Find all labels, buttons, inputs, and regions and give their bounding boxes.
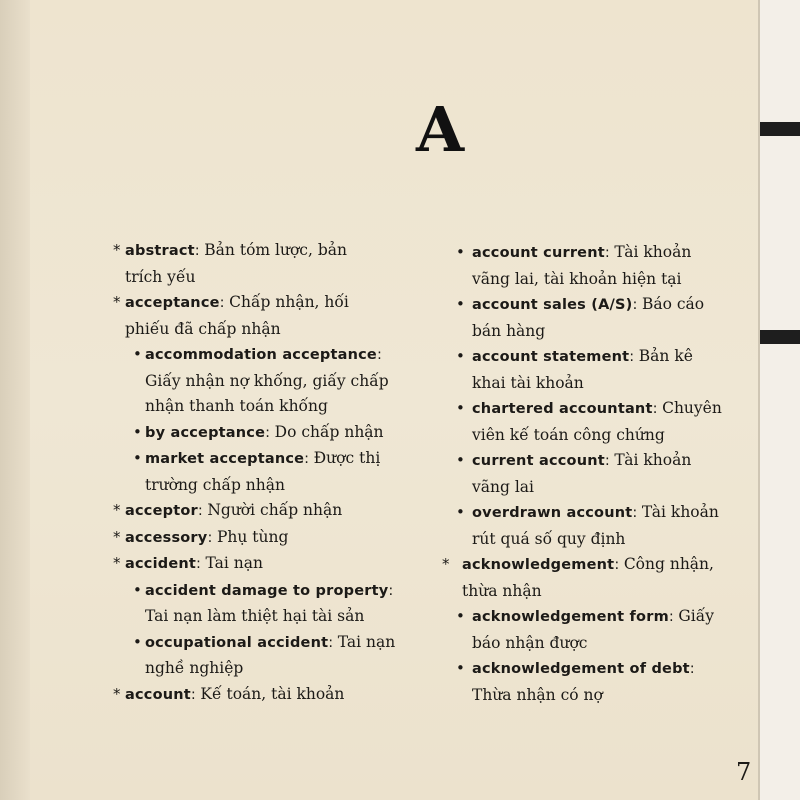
entry-definition: nghề nghiệp — [145, 659, 244, 677]
entry-definition: thừa nhận — [462, 581, 542, 600]
entry-term: by acceptance — [145, 424, 266, 441]
entry-term: acknowledgement of debt — [472, 661, 690, 677]
asterisk-marker: * — [113, 684, 121, 703]
entry-term: account — [125, 686, 191, 703]
entry-definition: Do chấp nhận — [274, 422, 384, 441]
asterisk-marker: * — [113, 501, 121, 519]
entry-definition: Báo cáo — [641, 295, 705, 313]
dictionary-entry: * accident: Tai nạn — [95, 551, 425, 578]
entry-term: overdrawn account — [472, 505, 633, 521]
entry-definition: Giấy — [678, 607, 714, 625]
entry-definition: vãng lai, tài khoản hiện tại — [472, 269, 682, 288]
entry-definition: Kế toán, tài khoản — [200, 684, 345, 703]
dictionary-entry: * accessory: Phụ tùng — [95, 525, 425, 552]
entry-definition: trích yếu — [125, 267, 196, 286]
dictionary-entry: * acknowledgement: Công nhận, thừa nhận — [450, 552, 750, 604]
right-column — [442, 240, 750, 708]
entry-definition: Tài khoản — [614, 243, 692, 261]
dictionary-entry: • acknowledgement of debt: Thừa nhận có nợ — [450, 656, 750, 708]
background-stripe — [760, 330, 800, 344]
dictionary-entry: * account: Kế toán, tài khoản — [95, 682, 425, 709]
entry-term: accommodation acceptance — [145, 347, 377, 363]
entry-definition: bán hàng — [472, 321, 546, 340]
bullet-marker: • — [456, 295, 465, 313]
bullet-marker: • — [456, 451, 465, 469]
page-number: 7 — [736, 758, 752, 786]
page-edge-right — [758, 0, 800, 800]
bullet-marker: • — [456, 347, 465, 365]
entry-definition: Phụ tùng — [216, 527, 289, 546]
section-letter: A — [415, 93, 465, 166]
bullet-marker: • — [133, 345, 142, 363]
entry-term: acceptance — [125, 295, 220, 311]
entry-definition: báo nhận được — [472, 633, 588, 652]
entry-definition: khai tài khoản — [472, 373, 584, 392]
entry-definition: Tai nạn làm thiệt hại tài sản — [145, 607, 365, 625]
dictionary-entry: • overdrawn account: Tài khoản rút quá số quy định — [450, 500, 750, 552]
asterisk-marker: * — [113, 527, 121, 546]
bullet-marker: • — [133, 422, 142, 441]
entry-term: accessory — [125, 529, 208, 546]
left-column — [95, 238, 425, 708]
bullet-marker: • — [456, 503, 465, 521]
dictionary-entry: • acknowledgement form: Giấy báo nhận được — [450, 604, 750, 656]
entry-definition: Tai nạn — [337, 632, 396, 651]
entry-term: abstract — [125, 243, 195, 259]
entry-definition: nhận thanh toán khống — [145, 397, 328, 415]
dictionary-entry: • account statement: Bản kê khai tài khoản — [450, 344, 750, 396]
entry-definition: Tài khoản — [614, 451, 692, 469]
entry-term: account statement — [472, 349, 630, 365]
entry-definition: Chấp nhận, hối — [229, 293, 349, 311]
bullet-marker: • — [456, 243, 465, 261]
background-stripe — [760, 122, 800, 136]
bullet-marker: • — [133, 632, 142, 651]
entry-term: accident — [125, 556, 197, 572]
dictionary-entry: • accident damage to property: Tai nạn làm thiệt hại tài sản — [95, 578, 425, 630]
entry-definition: phiếu đã chấp nhận — [125, 319, 281, 338]
bullet-marker: • — [456, 399, 465, 417]
entry-definition: Công nhận, — [623, 555, 714, 573]
entry-definition: trường chấp nhận — [145, 475, 285, 494]
entry-term: acknowledgement — [462, 557, 615, 573]
entry-definition: Thừa nhận có nợ — [472, 685, 603, 704]
bullet-marker: • — [456, 607, 465, 625]
dictionary-entry: • accommodation acceptance: Giấy nhận nợ khống, giấy chấp nhận thanh toán khống — [95, 342, 425, 420]
entry-definition: Người chấp nhận — [207, 501, 343, 519]
entry-term: chartered accountant — [472, 401, 653, 417]
entry-definition: Tai nạn — [205, 554, 263, 572]
entry-term: occupational accident — [145, 634, 329, 651]
entry-definition: Tài khoản — [641, 503, 719, 521]
asterisk-marker: * — [113, 241, 121, 259]
entry-term: account current — [472, 245, 605, 261]
entry-definition: Bản kê — [638, 347, 693, 365]
entry-definition: Được thị — [313, 449, 381, 467]
entry-term: acknowledgement form — [472, 609, 669, 625]
dictionary-entry: • occupational accident: Tai nạn nghề nghiệp — [95, 630, 425, 682]
entry-term: account sales (A/S) — [472, 297, 633, 313]
entry-definition: vãng lai — [472, 477, 534, 496]
dictionary-entry: * abstract: Bản tóm lược, bản trích yếu — [95, 238, 425, 290]
entry-definition: Giấy nhận nợ khống, giấy chấp — [145, 371, 389, 390]
bullet-marker: • — [133, 580, 142, 599]
dictionary-entry: • by acceptance: Do chấp nhận — [95, 420, 425, 447]
asterisk-marker: * — [113, 293, 121, 311]
entry-term: current account — [472, 453, 605, 469]
entry-term: acceptor — [125, 503, 198, 519]
dictionary-entry: • current account: Tài khoản vãng lai — [450, 448, 750, 500]
dictionary-page — [30, 0, 770, 800]
bullet-marker: • — [133, 449, 142, 467]
entry-term: market acceptance — [145, 451, 305, 467]
entry-definition: viên kế toán công chứng — [472, 425, 665, 444]
entry-definition: rút quá số quy định — [472, 529, 626, 548]
dictionary-entry: • account current: Tài khoản vãng lai, tài khoản hiện tại — [450, 240, 750, 292]
asterisk-marker: * — [442, 555, 450, 573]
dictionary-entry: • chartered accountant: Chuyên viên kế toán công chứng — [450, 396, 750, 448]
entry-definition: Chuyên — [662, 399, 722, 417]
asterisk-marker: * — [113, 554, 121, 572]
bullet-marker: • — [456, 659, 465, 677]
dictionary-entry: • market acceptance: Được thị trường chấp nhận — [95, 446, 425, 498]
entry-term: accident damage to property — [145, 582, 389, 599]
dictionary-entry: * acceptor: Người chấp nhận — [95, 498, 425, 525]
entry-definition: Bản tóm lược, bản — [204, 241, 347, 259]
dictionary-entry: • account sales (A/S): Báo cáo bán hàng — [450, 292, 750, 344]
dictionary-entry: * acceptance: Chấp nhận, hối phiếu đã chấp nhận — [95, 290, 425, 342]
